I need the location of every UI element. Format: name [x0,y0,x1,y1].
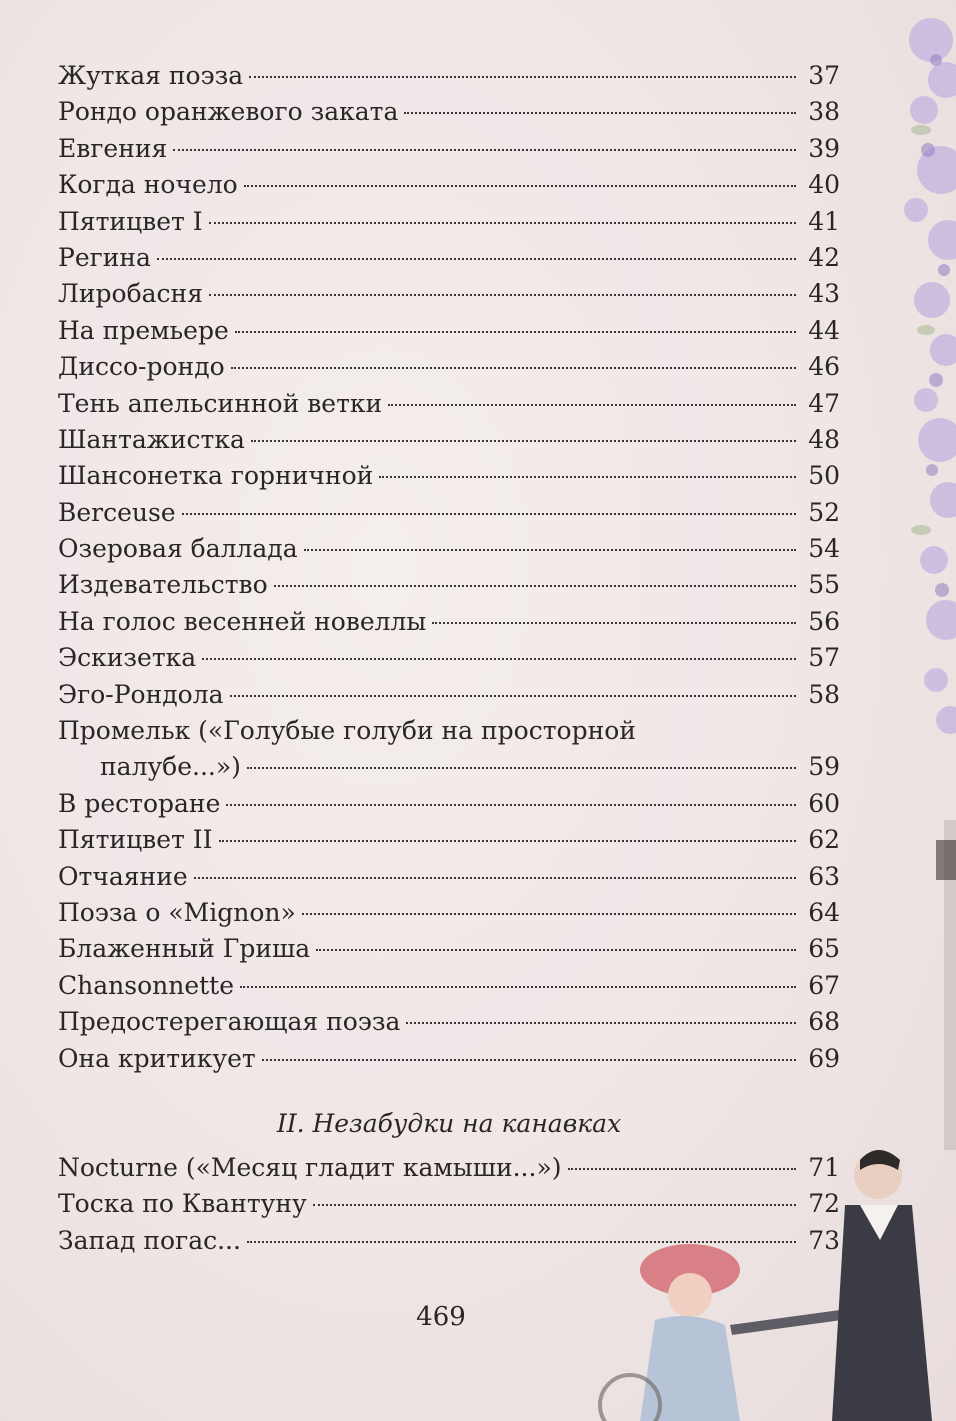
toc-entry[interactable] [58,968,840,1004]
toc-entry[interactable] [58,94,840,130]
entry-title: Эскизетка [58,643,197,673]
entry-page: 57 [808,643,840,673]
entry-page: 71 [808,1153,840,1182]
entry-title: Шантажистка [58,424,245,454]
entry-title: Пятицвет I [58,206,203,236]
section-title: II. Незабудки на канавках [276,1109,622,1138]
dot-leader [182,511,796,515]
dot-leader [379,474,796,478]
entry-title: Она критикует [58,1043,256,1073]
entry-title: Шансонетка горничной [58,461,374,491]
entry-page: 50 [808,461,840,491]
entry-title: Эго-Рондола [58,679,224,709]
toc-entry[interactable] [58,204,840,240]
entry-title: Поэза о «Mignon» [58,897,296,927]
dot-leader [247,765,796,769]
entry-page: 63 [808,861,840,891]
entry-title-line1: Промельк («Голубые голуби на просторной [58,716,636,746]
toc-entry[interactable] [58,531,840,567]
entry-page: 52 [808,497,840,527]
toc-entry[interactable] [58,422,840,458]
entry-page: 42 [808,242,840,272]
entry-page: 60 [808,788,840,818]
entry-page: 56 [808,606,840,636]
dot-leader [235,329,796,333]
dot-leader [274,583,796,587]
entry-page: 41 [808,206,840,236]
dot-leader [568,1166,797,1170]
toc-entry[interactable] [58,822,840,858]
toc-entry-wrapped[interactable] [58,713,840,749]
dot-leader [209,220,796,224]
entry-page: 58 [808,679,840,709]
entry-page: 47 [808,388,840,418]
toc-entry[interactable] [58,240,840,276]
dot-leader [313,1202,796,1206]
entry-page: 43 [808,279,840,309]
entry-page: 72 [808,1189,840,1219]
dot-leader [231,365,796,369]
entry-title: Тоска по Квантуну [58,1189,307,1219]
entry-title: Рондо оранжевого заката [58,97,399,127]
entry-page: 59 [808,752,840,782]
dot-leader [226,802,796,806]
toc-entry[interactable] [58,167,840,203]
dot-leader [173,147,796,151]
section-contents [58,1150,840,1259]
dot-leader [304,547,796,551]
toc-entry[interactable] [58,677,840,713]
entry-title: Евгения [58,133,168,163]
entry-page: 40 [808,170,840,200]
dot-leader [202,656,796,660]
table-of-contents [58,58,840,1077]
toc-entry[interactable] [58,1041,840,1077]
entry-title: На премьере [58,315,229,345]
toc-entry[interactable] [58,386,840,422]
entry-title: Диссо-рондо [58,352,225,382]
toc-entry[interactable] [58,859,840,895]
dot-leader [240,984,796,988]
entry-title: Жуткая поэза [58,61,244,90]
entry-title: Nocturne («Месяц гладит камыши...») [58,1153,562,1182]
entry-page: 69 [808,1043,840,1073]
entry-title: Блаженный Гриша [58,934,311,964]
dot-leader [209,292,796,296]
dot-leader [249,74,796,78]
toc-entry[interactable] [58,1004,840,1040]
toc-entry[interactable] [58,786,840,822]
toc-entry[interactable] [58,1150,840,1186]
entry-page: 48 [808,424,840,454]
entry-page: 44 [808,315,840,345]
entry-title: Berceuse [58,497,176,527]
entry-page: 73 [808,1225,840,1255]
toc-entry[interactable] [58,276,840,312]
toc-entry[interactable] [58,458,840,494]
entry-title: Пятицвет II [58,825,213,855]
dot-leader [247,1239,796,1243]
dot-leader [251,438,796,442]
entry-page: 55 [808,570,840,600]
toc-entry[interactable] [58,313,840,349]
dot-leader [404,110,796,114]
toc-entry[interactable] [58,895,840,931]
toc-entry[interactable] [58,1186,840,1222]
dot-leader [388,402,796,406]
entry-title: Издевательство [58,570,268,600]
entry-title: В ресторане [58,788,221,818]
dot-leader [194,875,796,879]
entry-title-line2: палубе...») [100,752,241,782]
entry-page: 37 [808,61,840,90]
entry-page: 54 [808,534,840,564]
page-number: 469 [416,1302,466,1332]
dot-leader [219,838,796,842]
toc-entry[interactable] [58,931,840,967]
toc-entry[interactable] [58,58,840,94]
entry-title: Предостерегающая поэза [58,1007,401,1037]
toc-entry[interactable] [58,349,840,385]
entry-title: На голос весенней новеллы [58,606,427,636]
toc-entry[interactable] [58,640,840,676]
dot-leader [406,1020,796,1024]
toc-entry-wrapped-cont[interactable] [58,749,840,785]
dot-leader [230,693,797,697]
dot-leader [244,183,796,187]
entry-page: 62 [808,825,840,855]
entry-title: Тень апельсинной ветки [58,388,383,418]
entry-page: 64 [808,897,840,927]
toc-entry[interactable] [58,567,840,603]
dot-leader [157,256,796,260]
entry-title: Регина [58,242,151,272]
dot-leader [316,947,796,951]
dot-leader [262,1057,796,1061]
entry-page: 39 [808,133,840,163]
entry-page: 65 [808,934,840,964]
entry-page: 67 [808,970,840,1000]
dot-leader [302,911,796,915]
entry-page: 38 [808,97,840,127]
entry-title: Отчаяние [58,861,188,891]
entry-title: Озеровая баллада [58,534,298,564]
entry-page: 46 [808,352,840,382]
toc-entry[interactable] [58,604,840,640]
toc-entry[interactable] [58,131,840,167]
entry-title: Когда ночело [58,170,238,200]
entry-title: Лиробасня [58,279,203,309]
entry-page: 68 [808,1007,840,1037]
entry-title: Chansonnette [58,970,235,1000]
toc-entry[interactable] [58,495,840,531]
dot-leader [432,620,796,624]
entry-title: Запад погас... [58,1225,241,1255]
toc-entry[interactable] [58,1223,840,1259]
